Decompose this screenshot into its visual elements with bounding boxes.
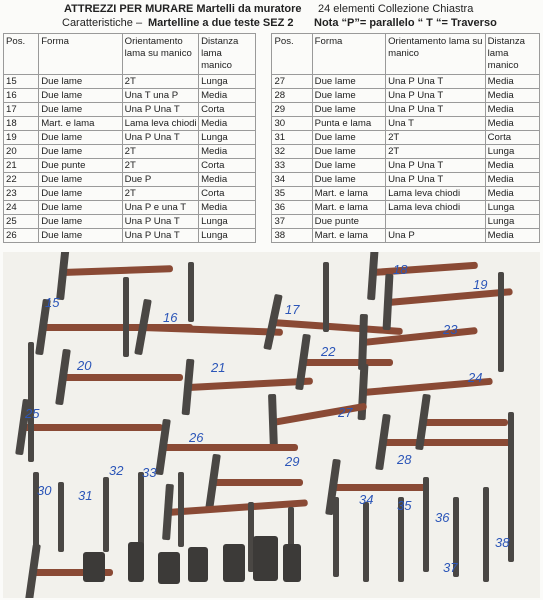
table-row — [4, 117, 540, 131]
cell-orientamento: Una P Una T — [386, 159, 486, 173]
cell-pos: 16 — [4, 89, 39, 103]
table-row — [4, 131, 540, 145]
photo-number-label: 26 — [189, 430, 204, 445]
section-title: Martelline a due teste SEZ 2 — [148, 17, 294, 29]
cell-orientamento: Una P Una T — [386, 103, 486, 117]
cell-forma: Due lame — [39, 187, 122, 201]
cell-distanza: Media — [485, 229, 539, 243]
table-header-row — [4, 34, 540, 75]
cell-pos: 19 — [4, 131, 39, 145]
cell-distanza: Media — [485, 187, 539, 201]
photo-number-label: 23 — [443, 322, 458, 337]
cell-orientamento: Una P Una T — [386, 173, 486, 187]
hammer-shape — [188, 262, 194, 322]
photo-number-label: 37 — [443, 560, 458, 575]
cell-distanza: Corta — [485, 131, 539, 145]
cell-forma: Mart. e lama — [312, 187, 385, 201]
cell-forma: Due lame — [312, 103, 385, 117]
column-gap — [256, 215, 272, 229]
hammer-head-shape — [158, 552, 180, 584]
table-row — [4, 215, 540, 229]
hammer-head-shape — [223, 544, 245, 582]
table-row — [4, 229, 540, 243]
column-gap — [256, 34, 272, 75]
photo-number-label: 29 — [285, 454, 300, 469]
column-gap — [256, 229, 272, 243]
hammer-shape — [498, 272, 504, 372]
hammer-shape — [333, 497, 339, 577]
cell-distanza: Lunga — [199, 131, 256, 145]
hammer-head-shape — [283, 544, 301, 582]
column-gap — [256, 187, 272, 201]
col-header-pos: Pos. — [4, 34, 39, 75]
cell-distanza: Lunga — [199, 215, 256, 229]
collection-label: 24 elementi Collezione Chiastra — [318, 3, 474, 15]
col-header-forma-right: Forma — [312, 34, 385, 75]
cell-pos: 21 — [4, 159, 39, 173]
cell-distanza: Corta — [199, 159, 256, 173]
cell-pos: 30 — [272, 117, 312, 131]
cell-distanza: Lunga — [199, 75, 256, 89]
cell-pos: 25 — [4, 215, 39, 229]
cell-distanza: Media — [199, 145, 256, 159]
cell-distanza: Corta — [199, 187, 256, 201]
cell-distanza: Lunga — [485, 215, 539, 229]
cell-distanza: Media — [199, 173, 256, 187]
photo-number-label: 19 — [473, 277, 488, 292]
cell-orientamento: 2T — [122, 159, 198, 173]
column-gap — [256, 117, 272, 131]
cell-pos: 33 — [272, 159, 312, 173]
cell-pos: 27 — [272, 75, 312, 89]
col-header-pos-right: Pos. — [272, 34, 312, 75]
cell-orientamento: Una P e una T — [122, 201, 198, 215]
cell-distanza: Media — [485, 159, 539, 173]
table-row — [4, 103, 540, 117]
cell-pos: 22 — [4, 173, 39, 187]
photo-number-label: 18 — [393, 262, 408, 277]
hammer-head-shape — [188, 547, 208, 582]
photo-number-label: 20 — [77, 358, 92, 373]
cell-forma: Punta e lama — [312, 117, 385, 131]
cell-orientamento: 2T — [122, 75, 198, 89]
cell-forma: Due lame — [312, 173, 385, 187]
cell-pos: 34 — [272, 173, 312, 187]
cell-orientamento — [386, 215, 486, 229]
cell-orientamento: Una P Una T — [122, 103, 198, 117]
cell-orientamento: Lama leva chiodi — [122, 117, 198, 131]
column-gap — [256, 103, 272, 117]
cell-orientamento: Una T — [386, 117, 486, 131]
col-header-forma: Forma — [39, 34, 122, 75]
column-gap — [256, 89, 272, 103]
column-gap — [256, 201, 272, 215]
cell-pos: 15 — [4, 75, 39, 89]
cell-forma: Mart. e lama — [39, 117, 122, 131]
hammer-shape — [178, 472, 184, 547]
cell-forma: Due lame — [39, 229, 122, 243]
cell-orientamento: 2T — [386, 145, 486, 159]
tools-photo — [3, 252, 540, 598]
cell-distanza: Media — [199, 117, 256, 131]
table-row — [4, 75, 540, 89]
cell-forma: Due punte — [39, 159, 122, 173]
photo-number-label: 33 — [142, 465, 157, 480]
cell-orientamento: Una P Una T — [122, 131, 198, 145]
cell-pos: 23 — [4, 187, 39, 201]
hammer-head-shape — [128, 542, 144, 582]
photo-number-label: 32 — [109, 463, 124, 478]
hammer-head-shape — [253, 536, 278, 581]
cell-distanza: Media — [485, 89, 539, 103]
cell-pos: 18 — [4, 117, 39, 131]
cell-orientamento: Una P Una T — [122, 215, 198, 229]
tools-photo-drawing — [3, 252, 540, 598]
col-header-orientamento: Orientamento lama su manico — [122, 34, 198, 75]
hammer-shape — [103, 477, 109, 552]
cell-forma: Due lame — [312, 145, 385, 159]
photo-number-label: 27 — [338, 405, 353, 420]
cell-distanza: Lunga — [485, 145, 539, 159]
col-header-orientamento-right: Orientamento lama su manico — [386, 34, 486, 75]
cell-forma: Due punte — [312, 215, 385, 229]
photo-number-label: 21 — [211, 360, 226, 375]
cell-forma: Due lame — [39, 75, 122, 89]
hammer-shape — [363, 502, 369, 582]
cell-distanza: Media — [485, 173, 539, 187]
hammer-shape — [423, 477, 429, 572]
cell-pos: 24 — [4, 201, 39, 215]
photo-number-label: 38 — [495, 535, 510, 550]
photo-number-label: 30 — [37, 483, 52, 498]
document-title: ATTREZZI PER MURARE Martelli da muratore — [64, 3, 302, 15]
photo-number-label: 31 — [78, 488, 93, 503]
cell-pos: 17 — [4, 103, 39, 117]
table-row — [4, 89, 540, 103]
table-row — [4, 159, 540, 173]
cell-pos: 35 — [272, 187, 312, 201]
cell-distanza: Corta — [199, 103, 256, 117]
table-body — [4, 75, 540, 243]
cell-distanza: Media — [485, 75, 539, 89]
cell-orientamento: Lama leva chiodi — [386, 187, 486, 201]
hammer-shape — [483, 487, 489, 582]
cell-orientamento: Una P — [386, 229, 486, 243]
cell-pos: 29 — [272, 103, 312, 117]
cell-orientamento: Una P Una T — [122, 229, 198, 243]
cell-forma: Mart. e lama — [312, 229, 385, 243]
table-row — [4, 201, 540, 215]
photo-number-label: 22 — [321, 344, 336, 359]
cell-pos: 37 — [272, 215, 312, 229]
cell-forma: Due lame — [39, 145, 122, 159]
cell-forma: Due lame — [312, 131, 385, 145]
cell-forma: Due lame — [39, 201, 122, 215]
cell-forma: Due lame — [39, 103, 122, 117]
cell-pos: 38 — [272, 229, 312, 243]
characteristics-label: Caratteristiche – — [62, 17, 143, 29]
cell-orientamento: Una T una P — [122, 89, 198, 103]
column-gap — [256, 159, 272, 173]
cell-pos: 36 — [272, 201, 312, 215]
hammer-shape — [58, 482, 64, 552]
hammer-shape — [138, 472, 144, 552]
photo-number-label: 34 — [359, 492, 374, 507]
column-gap — [256, 173, 272, 187]
cell-distanza: Media — [485, 103, 539, 117]
cell-pos: 20 — [4, 145, 39, 159]
cell-forma: Due lame — [312, 159, 385, 173]
cell-forma: Due lame — [312, 75, 385, 89]
photo-number-label: 25 — [25, 406, 40, 421]
hammer-shape — [28, 342, 34, 462]
hammer-head-shape — [83, 552, 105, 582]
cell-orientamento: 2T — [122, 145, 198, 159]
cell-distanza: Lunga — [199, 229, 256, 243]
cell-forma: Mart. e lama — [312, 201, 385, 215]
cell-orientamento: Una P Una T — [386, 75, 486, 89]
cell-orientamento: Lama leva chiodi — [386, 201, 486, 215]
photo-number-label: 24 — [468, 370, 483, 385]
cell-distanza: Lunga — [485, 201, 539, 215]
col-header-distanza: Distanza lama manico — [199, 34, 256, 75]
cell-pos: 32 — [272, 145, 312, 159]
cell-distanza: Media — [485, 117, 539, 131]
cell-forma: Due lame — [39, 89, 122, 103]
cell-forma: Due lame — [39, 215, 122, 229]
hammer-shape — [123, 277, 129, 357]
cell-orientamento: Una P Una T — [386, 89, 486, 103]
table-row — [4, 173, 540, 187]
cell-orientamento: 2T — [386, 131, 486, 145]
cell-pos: 31 — [272, 131, 312, 145]
photo-number-label: 15 — [45, 295, 60, 310]
photo-number-label: 36 — [435, 510, 450, 525]
cell-orientamento: 2T — [122, 187, 198, 201]
orientation-note: Nota “P”= parallelo “ T “= Traverso — [314, 17, 497, 29]
table-row — [4, 145, 540, 159]
col-header-distanza-right: Distanza lama manico — [485, 34, 539, 75]
column-gap — [256, 145, 272, 159]
cell-distanza: Media — [199, 201, 256, 215]
cell-forma: Due lame — [312, 89, 385, 103]
photo-number-label: 17 — [285, 302, 300, 317]
hammer-shape — [323, 262, 329, 332]
document-header — [0, 0, 543, 33]
catalog-table — [3, 33, 540, 243]
table-row — [4, 187, 540, 201]
column-gap — [256, 75, 272, 89]
cell-pos: 26 — [4, 229, 39, 243]
cell-orientamento: Due P — [122, 173, 198, 187]
photo-number-label: 35 — [397, 498, 412, 513]
cell-pos: 28 — [272, 89, 312, 103]
photo-number-label: 28 — [397, 452, 412, 467]
cell-distanza: Media — [199, 89, 256, 103]
photo-number-label: 16 — [163, 310, 178, 325]
column-gap — [256, 131, 272, 145]
cell-forma: Due lame — [39, 131, 122, 145]
cell-forma: Due lame — [39, 173, 122, 187]
